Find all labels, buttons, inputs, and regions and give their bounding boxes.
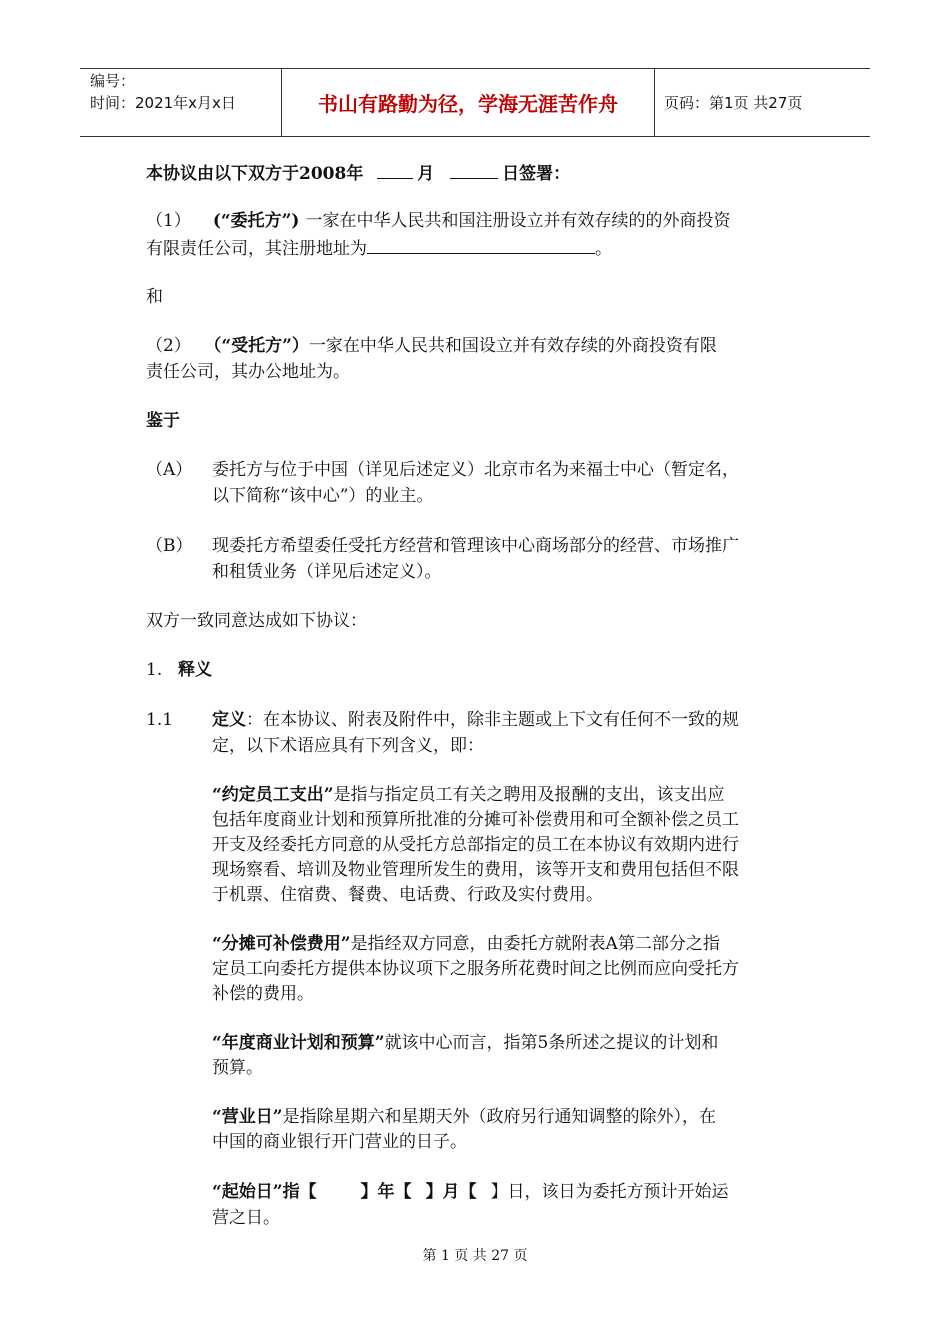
signing-line: [146, 160, 570, 187]
header-page-label: 页码：第1页 共27页: [664, 94, 803, 112]
header-top-rule: [80, 68, 870, 69]
def2-text: 是指经双方同意，由委托方就附表A第二部分之指: [350, 934, 720, 954]
party1-text-b: 有限责任公司，其注册地址为: [146, 239, 367, 259]
def4-term: “营业日”: [212, 1107, 283, 1127]
month-blank: [377, 160, 413, 179]
header-number-label: 编号：: [90, 72, 136, 90]
party1-term: (“委托方”): [212, 211, 300, 231]
def4-line1: [212, 1104, 716, 1130]
def3-line2: 预算。: [212, 1058, 263, 1078]
def5-term: “起始日”: [212, 1182, 283, 1202]
def5-month-open: 】年【: [360, 1182, 412, 1202]
recital-a-line2: 以下简称“该中心”）的业主。: [212, 486, 434, 506]
address-blank: [367, 235, 595, 254]
def1-line3: 开支及经委托方同意的从受托方总部指定的员工在本协议有效期内进行: [212, 835, 739, 855]
def4-line2: 中国的商业银行开门营业的日子。: [212, 1132, 467, 1152]
recital-a-line1: 委托方与位于中国（详见后述定义）北京市名为来福士中心（暂定名，: [212, 460, 739, 480]
agreement-line: 双方一致同意达成如下协议：: [146, 611, 367, 631]
def1-line4: 现场察看、培训及物业管理所发生的费用，该等开支和费用包括但不限: [212, 860, 739, 880]
def1-term: “约定员工支出”: [212, 785, 334, 805]
party1-line1: [146, 208, 730, 234]
def5-line2: 营之日。: [212, 1208, 280, 1228]
party2-num: （2）: [146, 336, 191, 356]
section1-title: 释义: [178, 660, 212, 680]
section1-num: 1.: [146, 660, 163, 680]
party1-text-end: 。: [595, 239, 612, 259]
and-word: 和: [146, 287, 163, 307]
header-motto: 书山有路勤为径，学海无涯苦作舟: [318, 92, 618, 116]
def2-term: “分摊可补偿费用”: [212, 934, 351, 954]
signing-day: 日签署：: [502, 164, 571, 184]
def1-line2: 包括年度商业计划和预算所批准的分摊可补偿费用和可全额补偿之员工: [212, 810, 739, 830]
signing-month: 月: [417, 164, 435, 184]
def1-text: 是指与指定员工有关之聘用及报酬的支出，该支出应: [333, 785, 725, 805]
party2-line1: [146, 333, 717, 359]
recital-b-line2: 和租赁业务（详见后述定义）。: [212, 562, 442, 582]
def5-line1: [212, 1179, 729, 1205]
party1-text-a: 一家在中华人民共和国注册设立并有效存续的的外商投资: [305, 211, 731, 231]
header-divider-right: [654, 68, 655, 136]
day-blank: [450, 160, 498, 179]
def2-line3: 补偿的费用。: [212, 984, 314, 1004]
def1-line5: 于机票、住宿费、餐费、电话费、行政及实付费用。: [212, 885, 603, 905]
def3-text: 就该中心而言，指第5条所述之提议的计划和: [384, 1033, 719, 1053]
signing-text: 本协议由以下双方于2008年: [146, 164, 364, 184]
party2-text-a: 一家在中华人民共和国设立并有效存续的外商投资有限: [308, 336, 717, 356]
party1-num: （1）: [146, 211, 191, 231]
header-bottom-rule: [80, 136, 870, 137]
recital-b-label: （B）: [146, 536, 193, 556]
s11-line1: [212, 707, 739, 733]
s11-text: ：在本协议、附表及附件中，除非主题或上下文有任何不一致的规: [246, 710, 739, 730]
s11-num: 1.1: [146, 710, 174, 730]
party2-line2: 责任公司，其办公地址为。: [146, 362, 350, 382]
s11-line2: 定，以下术语应具有下列含义，即：: [212, 736, 484, 756]
def2-line1: [212, 931, 720, 957]
recital-a-label: （A）: [146, 460, 193, 480]
recital-b-line1: 现委托方希望委任受托方经营和管理该中心商场部分的经营、市场推广: [212, 536, 739, 556]
party1-line2: [146, 235, 612, 262]
def2-line2: 定员工向委托方提供本协议项下之服务所花费时间之比例而应向受托方: [212, 959, 739, 979]
whereas-heading: 鉴于: [146, 411, 180, 431]
def1-line1: [212, 782, 725, 808]
def5-day-open: 】月【: [425, 1182, 477, 1202]
def5-text: 】日，该日为委托方预计开始运: [490, 1182, 729, 1202]
header-left: [90, 70, 236, 114]
s11-term: 定义: [212, 710, 246, 730]
party2-term: （“受托方”）: [212, 336, 309, 356]
def5-year-open: 指【: [282, 1182, 317, 1202]
page-footer: 第 1 页 共 27 页: [422, 1248, 528, 1264]
def4-text: 是指除星期六和星期天外（政府另行通知调整的除外），在: [282, 1107, 717, 1127]
header-time-label: 时间：2021年x月x日: [90, 94, 236, 112]
def3-term: “年度商业计划和预算”: [212, 1033, 385, 1053]
def3-line1: [212, 1030, 718, 1056]
